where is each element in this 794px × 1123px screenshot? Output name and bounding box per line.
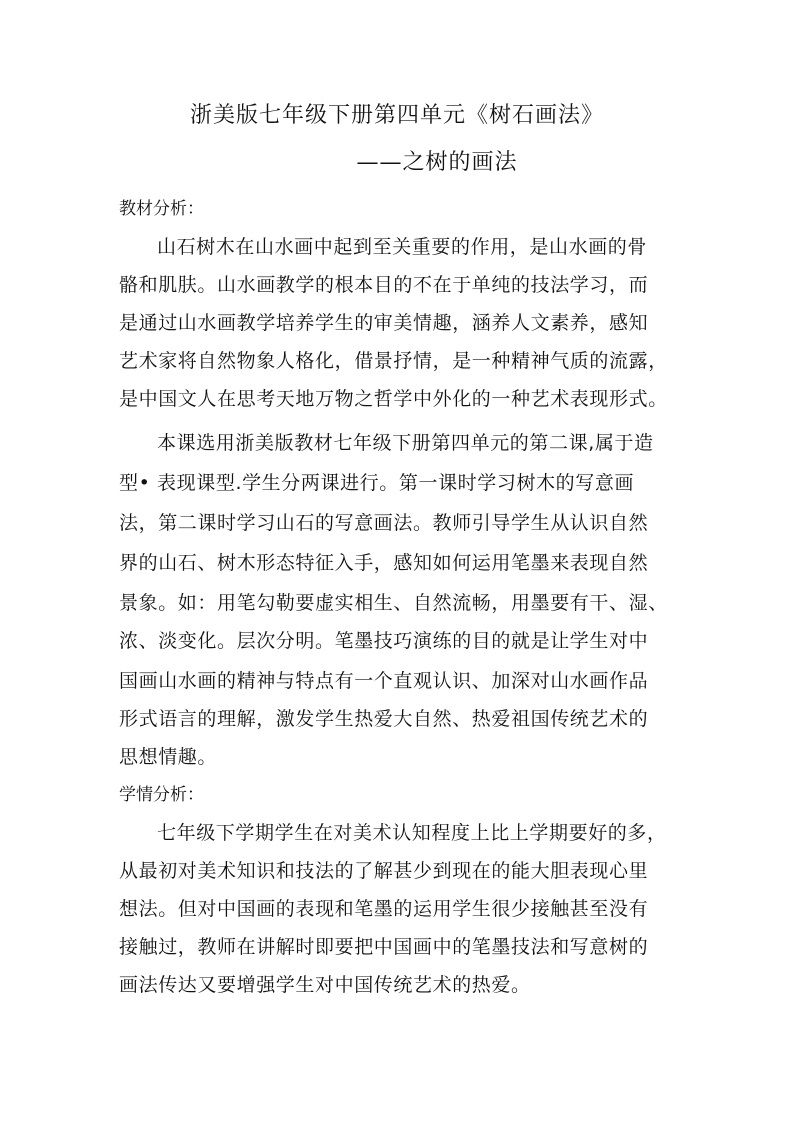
paragraph-line: 是中国文人在思考天地万物之哲学中外化的一种艺术表现形式。 xyxy=(119,388,668,410)
paragraph-line: 七年级下学期学生在对美术认知程度上比上学期要好的多， xyxy=(157,822,667,844)
paragraph-line: 从最初对美术知识和技法的了解甚少到现在的能大胆表现心里 xyxy=(119,860,649,882)
section-heading-textbook-analysis: 教材分析： xyxy=(119,199,204,219)
paragraph-line: 骼和肌肤。山水画教学的根本目的不在于单纯的技法学习，而 xyxy=(119,274,649,296)
document-subtitle: ——之树的画法 xyxy=(356,150,518,175)
paragraph-line: 是通过山水画教学培养学生的审美情趣，涵养人文素养，感知 xyxy=(119,312,649,334)
paragraph-line: 浓、淡变化。层次分明。笔墨技巧演练的目的就是让学生对中 xyxy=(119,630,649,652)
paragraph-line: 艺术家将自然物象人格化，借景抒情，是一种精神气质的流露， xyxy=(119,350,668,372)
section-heading-student-analysis: 学情分析： xyxy=(119,785,204,805)
paragraph-line: 形式语言的理解，激发学生热爱大自然、热爱祖国传统艺术的 xyxy=(119,708,649,730)
paragraph-line: 界的山石、树木形态特征入手，感知如何运用笔墨来表现自然 xyxy=(119,552,649,574)
paragraph-line: 本课选用浙美版教材七年级下册第四单元的第二课,属于造 xyxy=(157,432,654,454)
paragraph-line: 景象。如：用笔勾勒要虚实相生、自然流畅，用墨要有干、湿、 xyxy=(119,592,668,614)
paragraph-line: 接触过，教师在讲解时即要把中国画中的笔墨技法和写意树的 xyxy=(119,936,649,958)
paragraph-line: 山石树木在山水画中起到至关重要的作用，是山水画的骨 xyxy=(157,236,648,258)
document-title: 浙美版七年级下册第四单元《树石画法》 xyxy=(189,103,604,128)
paragraph-line: 画法传达又要增强学生对中国传统艺术的热爱。 xyxy=(119,974,531,996)
paragraph-line: 型• 表现课型.学生分两课进行。第一课时学习树木的写意画 xyxy=(119,472,635,494)
paragraph-line: 国画山水画的精神与特点有一个直观认识、加深对山水画作品 xyxy=(119,670,649,692)
paragraph-line: 法，第二课时学习山石的写意画法。教师引导学生从认识自然 xyxy=(119,512,649,534)
paragraph-line: 想法。但对中国画的表现和笔墨的运用学生很少接触甚至没有 xyxy=(119,898,649,920)
paragraph-line: 思想情趣。 xyxy=(119,746,218,768)
